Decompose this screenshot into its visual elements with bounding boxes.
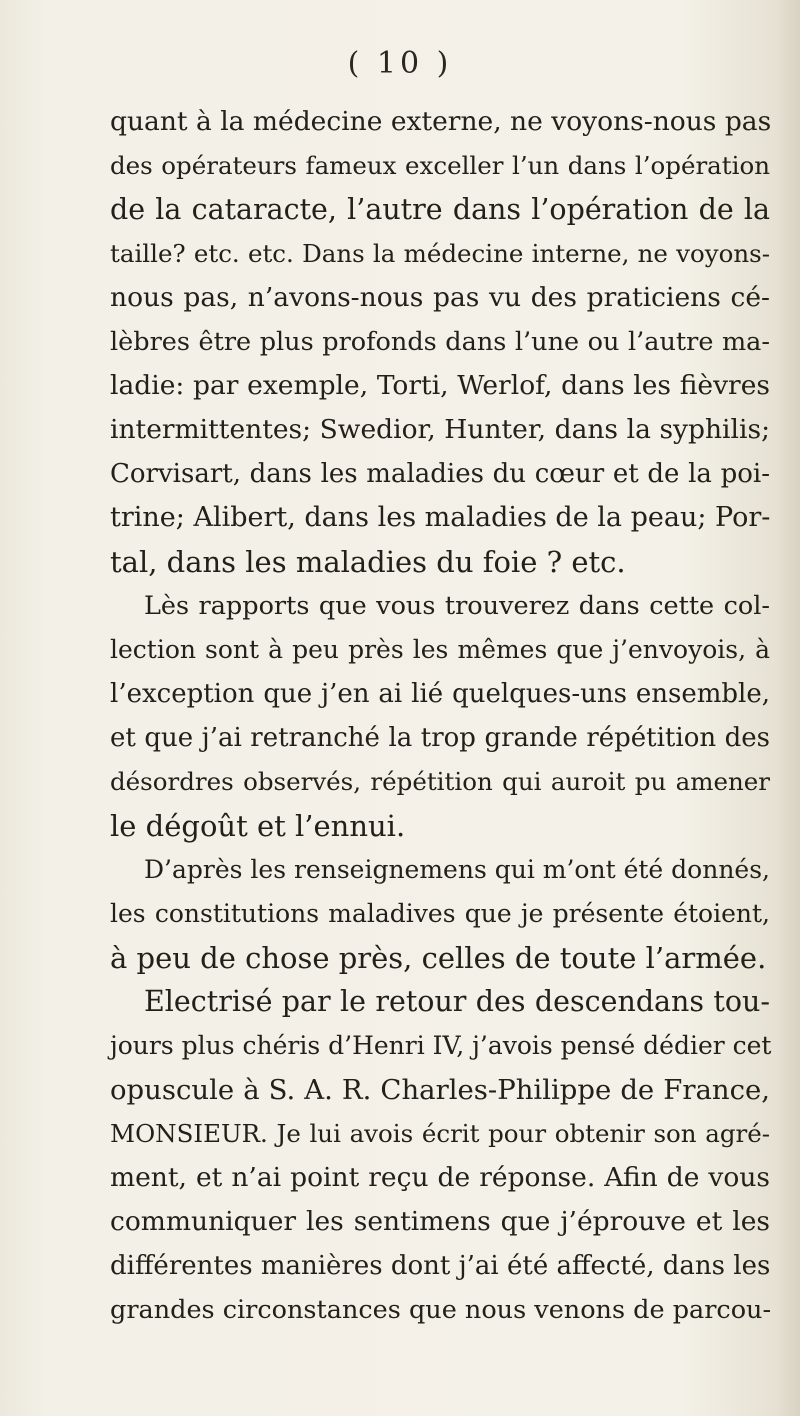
text-line: à peu de chose près, celles de toute l’armée. — [110, 941, 767, 975]
text-line: Lès rapports que vous trouverez dans cette col- — [144, 591, 770, 621]
text-line: grandes circonstances que nous venons de parcou- — [110, 1295, 772, 1325]
text-line: MONSIEUR. Je lui avois écrit pour obtenir son agré- — [110, 1119, 770, 1148]
text-line: D’après les renseignemens qui m’ont été donnés, — [144, 855, 770, 884]
text-line: et que j’ai retranché la trop grande répétition des — [110, 723, 770, 753]
text-line: différentes manières dont j’ai été affecté, dans les — [110, 1251, 771, 1281]
text-line: taille? etc. etc. Dans la médecine interne, ne voyons- — [110, 239, 770, 268]
body-text — [110, 100, 770, 1332]
text-line: Corvisart, dans les maladies du cœur et de la poi- — [110, 459, 770, 489]
text-line: désordres observés, répétition qui auroit pu amener — [110, 767, 770, 796]
text-line: le dégoût et l’ennui. — [110, 809, 406, 843]
text-line: ment, et n’ai point reçu de réponse. Afin de vous — [110, 1162, 770, 1193]
text-line: lèbres être plus profonds dans l’une ou l’autre ma- — [110, 327, 770, 357]
text-line: nous pas, n’avons-nous pas vu des praticiens cé- — [110, 282, 770, 313]
text-line: des opérateurs fameux exceller l’un dans l’opération — [110, 151, 770, 180]
text-line: trine; Alibert, dans les maladies de la peau; Por- — [110, 502, 771, 533]
text-line: l’exception que j’en ai lié quelques-uns ensemble, — [110, 679, 770, 709]
text-line: jours plus chéris d’Henri IV, j’avois pensé dédier cet — [110, 1031, 772, 1060]
text-line: Electrisé par le retour des descendans tou- — [144, 985, 770, 1018]
text-line: ladie: par exemple, Torti, Werlof, dans les fièvres — [110, 370, 770, 401]
text-line: de la cataracte, l’autre dans l’opération de la — [110, 193, 770, 226]
text-line: intermittentes; Swedior, Hunter, dans la syphilis; — [110, 414, 770, 445]
text-line: tal, dans les maladies du foie ? etc. — [110, 545, 626, 579]
text-line: les constitutions maladives que je présente étoient, — [110, 899, 770, 928]
text-line: communiquer les sentimens que j’éprouve et les — [110, 1206, 770, 1237]
page-number: ( 10 ) — [347, 46, 453, 81]
text-line: lection sont à peu près les mêmes que j’envoyois, à — [110, 635, 770, 664]
text-line: opuscule à S. A. R. Charles-Philippe de France, — [110, 1074, 770, 1106]
text-line: quant à la médecine externe, ne voyons-nous pas — [110, 106, 772, 137]
